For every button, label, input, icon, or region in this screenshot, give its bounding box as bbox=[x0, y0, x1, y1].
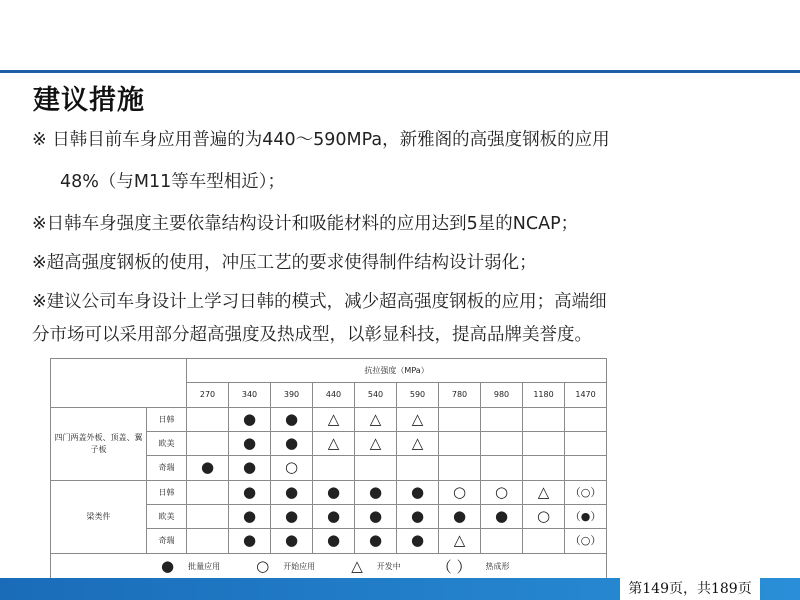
usage-mark: ● bbox=[355, 504, 397, 528]
strength-value: 590 bbox=[397, 383, 439, 407]
table-row bbox=[51, 480, 607, 504]
strength-value: 980 bbox=[481, 383, 523, 407]
bullet-3: ※超高强度钢板的使用，冲压工艺的要求使得制件结构设计弱化； bbox=[32, 253, 537, 273]
strength-value: 390 bbox=[271, 383, 313, 407]
legend-label: 热成形 bbox=[485, 561, 510, 571]
usage-mark bbox=[187, 529, 229, 553]
usage-mark bbox=[523, 431, 565, 455]
usage-mark: △ bbox=[355, 431, 397, 455]
bullet-1: ※ 日韩目前车身应用普遍的为440～590MPa，新雅阁的高强度钢板的应用 bbox=[32, 130, 610, 150]
usage-mark: ● bbox=[439, 504, 481, 528]
table-legend bbox=[51, 553, 607, 580]
usage-mark bbox=[313, 456, 355, 480]
legend-item bbox=[256, 557, 315, 575]
table-corner bbox=[51, 359, 187, 408]
usage-mark bbox=[187, 431, 229, 455]
strength-value: 270 bbox=[187, 383, 229, 407]
page-title: 建议措施 bbox=[33, 85, 145, 116]
usage-mark bbox=[565, 456, 607, 480]
legend-label: 开始应用 bbox=[283, 561, 316, 571]
region-label: 欧美 bbox=[147, 504, 187, 528]
usage-mark: ● bbox=[229, 407, 271, 431]
usage-mark bbox=[481, 407, 523, 431]
usage-mark: ○ bbox=[523, 504, 565, 528]
usage-mark bbox=[187, 480, 229, 504]
usage-mark: ● bbox=[229, 504, 271, 528]
bullet-1-cont: 48%（与M11等车型相近）； bbox=[60, 172, 286, 192]
usage-mark: ● bbox=[271, 407, 313, 431]
usage-mark: △ bbox=[313, 407, 355, 431]
usage-mark bbox=[523, 529, 565, 553]
usage-mark bbox=[523, 407, 565, 431]
legend-item bbox=[161, 557, 220, 575]
usage-mark: ○ bbox=[481, 480, 523, 504]
part-group-label: 四门两盖外板、顶盖、翼子板 bbox=[51, 407, 147, 480]
region-label: 奇瑞 bbox=[147, 456, 187, 480]
strength-value: 540 bbox=[355, 383, 397, 407]
usage-mark: △ bbox=[439, 529, 481, 553]
usage-mark bbox=[355, 456, 397, 480]
bullet-2: ※日韩车身强度主要依靠结构设计和吸能材料的应用达到5星的NCAP； bbox=[32, 214, 579, 234]
region-label: 奇瑞 bbox=[147, 529, 187, 553]
usage-mark bbox=[481, 456, 523, 480]
usage-mark: ● bbox=[313, 480, 355, 504]
usage-mark bbox=[523, 456, 565, 480]
usage-mark: ● bbox=[355, 529, 397, 553]
usage-mark: ● bbox=[271, 529, 313, 553]
usage-mark: ● bbox=[271, 480, 313, 504]
strength-value: 1470 bbox=[565, 383, 607, 407]
usage-mark bbox=[187, 504, 229, 528]
usage-mark: △ bbox=[523, 480, 565, 504]
usage-mark: （○） bbox=[565, 529, 607, 553]
strength-value: 780 bbox=[439, 383, 481, 407]
usage-mark: ● bbox=[355, 480, 397, 504]
usage-mark bbox=[397, 456, 439, 480]
usage-mark: △ bbox=[355, 407, 397, 431]
usage-mark: ○ bbox=[439, 480, 481, 504]
usage-mark: ● bbox=[271, 504, 313, 528]
usage-mark: ● bbox=[481, 504, 523, 528]
usage-mark bbox=[481, 431, 523, 455]
usage-mark bbox=[565, 407, 607, 431]
region-label: 日韩 bbox=[147, 480, 187, 504]
usage-mark: ● bbox=[187, 456, 229, 480]
steel-strength-table bbox=[50, 358, 606, 580]
legend-item bbox=[437, 556, 510, 577]
usage-mark: ○ bbox=[271, 456, 313, 480]
legend-item bbox=[351, 557, 401, 575]
usage-mark: ● bbox=[397, 504, 439, 528]
usage-mark: △ bbox=[313, 431, 355, 455]
usage-mark: （○） bbox=[565, 480, 607, 504]
usage-mark: ● bbox=[313, 529, 355, 553]
usage-mark: △ bbox=[397, 431, 439, 455]
legend-label: 批量应用 bbox=[188, 561, 221, 571]
usage-mark bbox=[439, 431, 481, 455]
region-label: 欧美 bbox=[147, 431, 187, 455]
page-number: 第149页，共189页 bbox=[620, 578, 760, 600]
usage-mark: △ bbox=[397, 407, 439, 431]
usage-mark bbox=[481, 529, 523, 553]
bullet-4: ※建议公司车身设计上学习日韩的模式，减少超高强度钢板的应用；高端细 bbox=[32, 292, 607, 312]
region-label: 日韩 bbox=[147, 407, 187, 431]
strength-header: 抗拉强度（MPa） bbox=[187, 359, 607, 383]
strength-value: 440 bbox=[313, 383, 355, 407]
usage-mark: ● bbox=[313, 504, 355, 528]
usage-mark: ● bbox=[229, 529, 271, 553]
usage-mark: ● bbox=[229, 456, 271, 480]
legend-symbol: ○ bbox=[256, 557, 270, 576]
strength-value: 340 bbox=[229, 383, 271, 407]
usage-mark: ● bbox=[397, 529, 439, 553]
usage-mark: ● bbox=[271, 431, 313, 455]
header-divider bbox=[0, 70, 800, 73]
usage-mark bbox=[187, 407, 229, 431]
legend-symbol: ● bbox=[161, 557, 175, 576]
part-group-label: 梁类件 bbox=[51, 480, 147, 553]
legend-label: 开发中 bbox=[376, 561, 401, 571]
usage-mark: ● bbox=[229, 480, 271, 504]
usage-mark bbox=[439, 456, 481, 480]
legend-symbol: （ ） bbox=[436, 557, 472, 576]
bullet-4-cont: 分市场可以采用部分超高强度及热成型，以彰显科技，提高品牌美誉度。 bbox=[32, 325, 592, 345]
legend-symbol: △ bbox=[351, 557, 363, 576]
table-row bbox=[51, 407, 607, 431]
usage-mark: ● bbox=[229, 431, 271, 455]
usage-mark bbox=[565, 431, 607, 455]
usage-mark: ● bbox=[397, 480, 439, 504]
usage-mark: （●） bbox=[565, 504, 607, 528]
strength-value: 1180 bbox=[523, 383, 565, 407]
usage-mark bbox=[439, 407, 481, 431]
